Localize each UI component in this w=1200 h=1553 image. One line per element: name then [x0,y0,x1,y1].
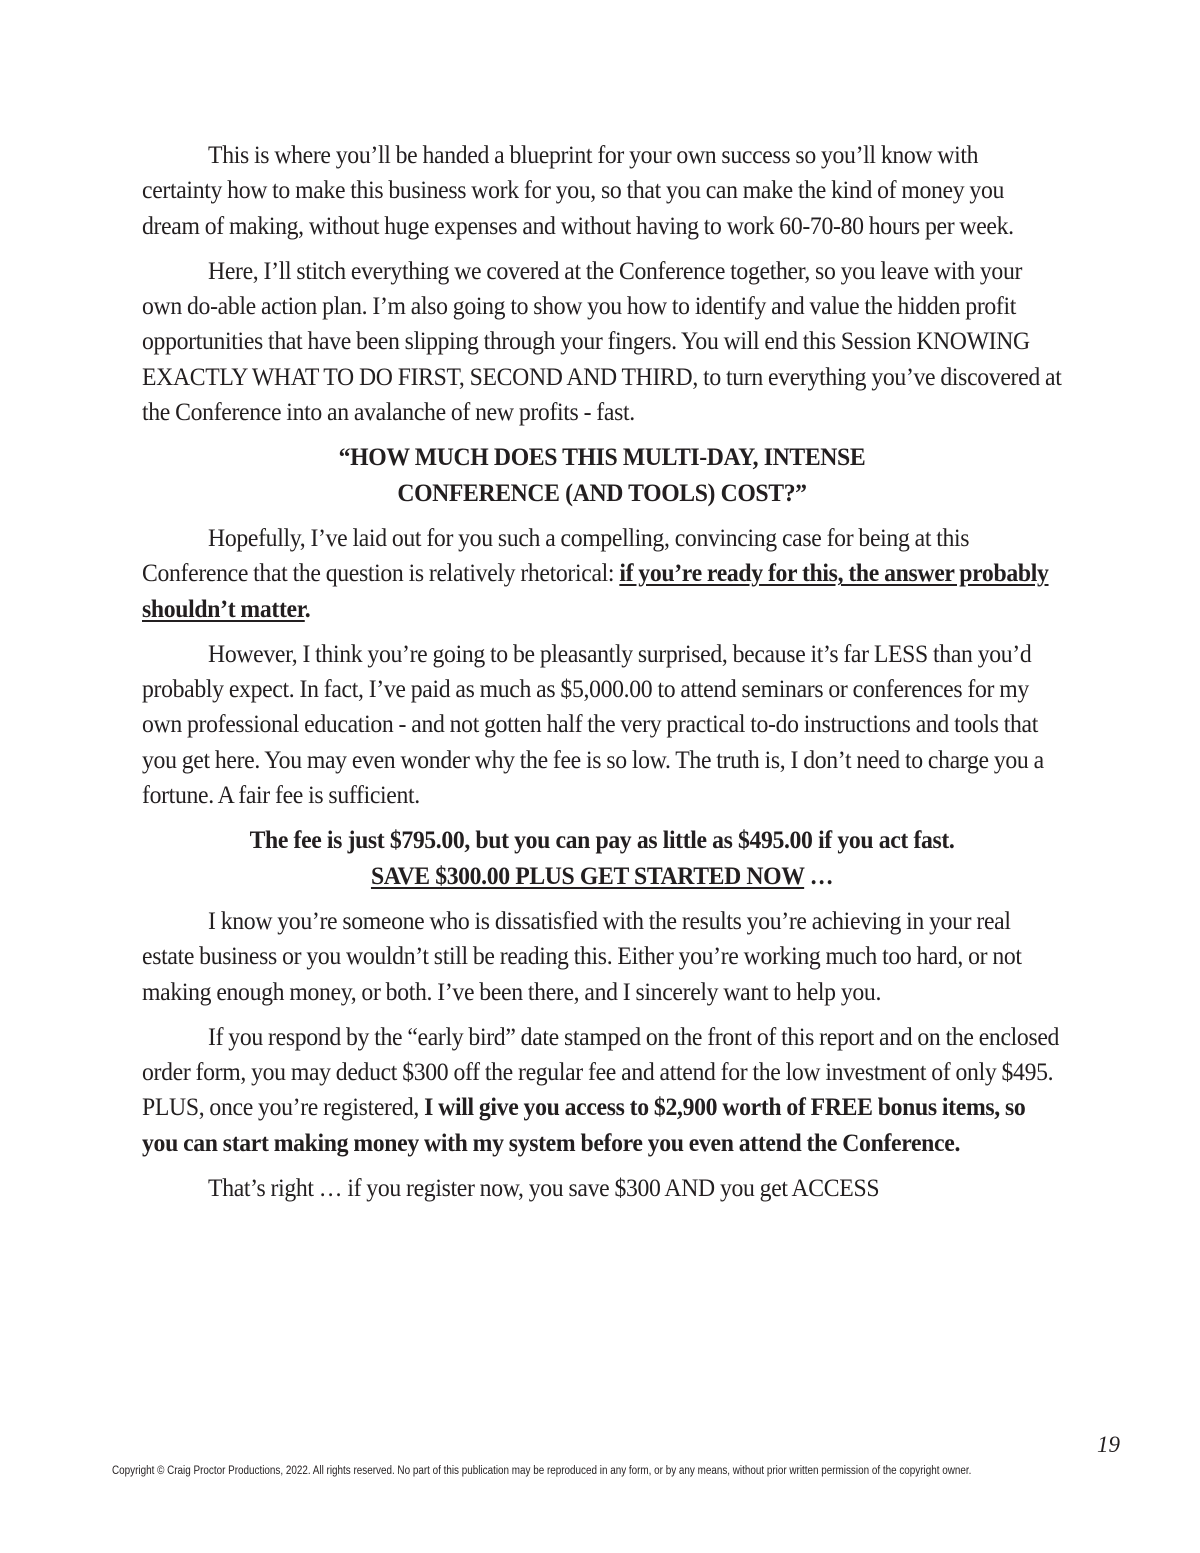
fee-callout [174,822,1030,893]
paragraph-rhetorical [142,520,1063,626]
paragraph-early-bird [142,1019,1063,1160]
cost-heading-line-2: CONFERENCE (AND TOOLS) COST?” [397,477,807,507]
cost-heading [174,439,1030,510]
rhetorical-text: Hopefully, I’ve laid out for you such a compelling, convincing case for being at this Conference that the question is relatively rhetorical: [142,522,970,588]
paragraph-action-plan: Here, I’ll stitch everything we covered at the Conference together, so you leave with your own do-able action plan. I’m also going to show you how to identify and value the hidden profit opportunities that have been slipping through your fingers. You will end this Session KNOWING EXACTLY WHAT TO DO FIRST, SECOND AND THIRD, to turn everything you’ve discovered at the Conference into an avalanche of new profits - fast. [142,255,1062,427]
copyright-footer: Copyright © Craig Proctor Productions, 2022. All rights reserved. No part of this publication may be reproduced in any form, or by any means, without prior written permission of the copyright owner. [112,1465,972,1477]
save-line [174,858,1030,893]
early-bird-text: If you respond by the “early bird” date stamped on the front of this report and on the enclosed order form, you may deduct $300 off the regular fee and attend for the low investment of only $495. PLUS, once you’re registered, [142,1021,1060,1122]
save-line-underlined: SAVE $300.00 PLUS GET STARTED NOW [370,860,805,890]
cost-heading-line-1: “HOW MUCH DOES THIS MULTI-DAY, INTENSE [338,442,866,472]
paragraph-blueprint: This is where you’ll be handed a blueprint for your own success so you’ll know with certainty how to make this business work for you, so that you can make the kind of money you dream of making, without huge expenses and without having to work 60-70-80 hours per week. [142,140,1014,240]
rhetorical-period: . [304,593,311,623]
fee-line: The fee is just $795.00, but you can pay as little as $495.00 if you act fast. [249,825,955,855]
paragraph-dissatisfied: I know you’re someone who is dissatisfied with the results you’re achieving in your real estate business or you wouldn’t still be reading this. Either you’re working much too hard, or not making enough money, or both. I’ve been there, and I sincerely want to help you. [142,905,1022,1006]
save-line-ellipsis: … [804,860,834,890]
page-content [142,137,1062,1215]
bonus-offer-text: I will give you access to $2,900 worth of FREE bonus items, so you can start making money with my system before you even attend the Conference. [142,1092,1026,1157]
paragraph-fee-explanation: However, I think you’re going to be pleasantly surprised, because it’s far LESS than you’d probably expect. In fact, I’ve paid as much as $5,000.00 to attend seminars or conferences for my own professional education - and not gotten half the very practical to-do instructions and tools that you get here. You may even wonder why the fee is so low. The truth is, I don’t need to charge you a fortune. A fair fee is sufficient. [142,638,1044,810]
page-number: 19 [1097,1432,1120,1457]
paragraph-register-now: That’s right … if you register now, you save $300 AND you get ACCESS [208,1173,880,1203]
rhetorical-emphasis: if you’re ready for this, the answer probably shouldn’t matter [142,558,1049,623]
